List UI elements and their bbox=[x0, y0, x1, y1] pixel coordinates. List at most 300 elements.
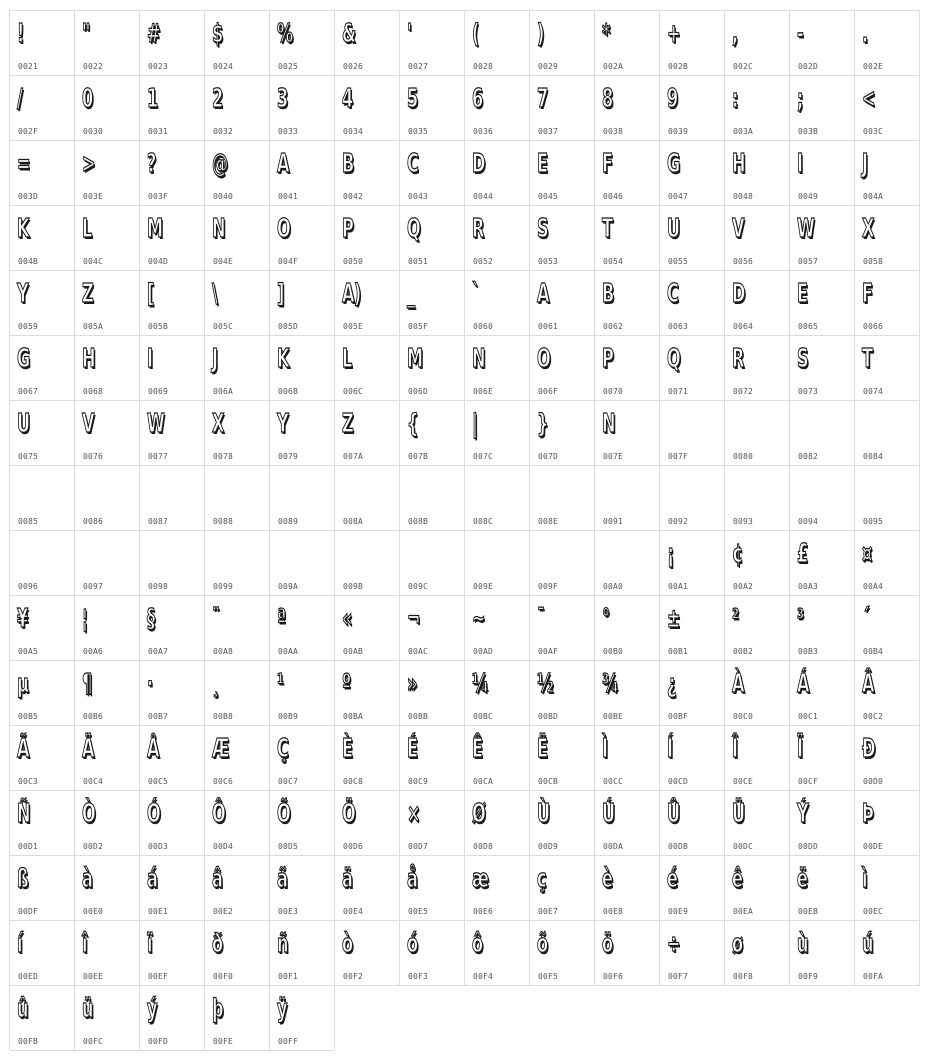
glyph-cell[interactable] bbox=[595, 206, 660, 271]
glyph-cell[interactable] bbox=[855, 726, 920, 791]
glyph-cell[interactable] bbox=[75, 661, 140, 726]
glyph-cell[interactable] bbox=[595, 921, 660, 986]
glyph-preview: K bbox=[277, 344, 289, 374]
glyph-cell[interactable] bbox=[400, 791, 465, 856]
glyph-cell[interactable] bbox=[10, 661, 75, 726]
glyph-cell[interactable] bbox=[855, 791, 920, 856]
glyph-cell[interactable] bbox=[270, 466, 335, 531]
codepoint-label: 00FC bbox=[83, 1037, 104, 1046]
glyph-cell[interactable] bbox=[335, 401, 400, 466]
glyph-cell[interactable] bbox=[205, 791, 270, 856]
glyph-cell[interactable] bbox=[205, 141, 270, 206]
glyph-preview: ` bbox=[472, 279, 480, 309]
glyph-cell[interactable] bbox=[725, 11, 790, 76]
glyph-cell[interactable] bbox=[790, 726, 855, 791]
glyph-cell[interactable] bbox=[10, 466, 75, 531]
glyph-cell[interactable] bbox=[725, 76, 790, 141]
glyph-cell[interactable] bbox=[660, 11, 725, 76]
codepoint-label: 00FA bbox=[863, 972, 884, 981]
glyph-cell[interactable] bbox=[205, 11, 270, 76]
glyph-preview: ¢ bbox=[732, 539, 743, 569]
glyph-cell[interactable] bbox=[660, 466, 725, 531]
glyph-cell[interactable] bbox=[75, 856, 140, 921]
glyph-cell[interactable] bbox=[270, 531, 335, 596]
glyph-preview: O bbox=[537, 344, 551, 374]
glyph-cell[interactable] bbox=[335, 271, 400, 336]
glyph-cell[interactable] bbox=[595, 76, 660, 141]
glyph-preview: Ì bbox=[602, 734, 608, 764]
glyph-cell[interactable] bbox=[270, 401, 335, 466]
codepoint-label: 005D bbox=[278, 322, 299, 331]
glyph-cell[interactable] bbox=[530, 206, 595, 271]
glyph-cell[interactable] bbox=[465, 856, 530, 921]
glyph-cell[interactable] bbox=[595, 466, 660, 531]
glyph-cell[interactable] bbox=[270, 141, 335, 206]
codepoint-label: 00DA bbox=[603, 842, 624, 851]
glyph-cell[interactable] bbox=[335, 11, 400, 76]
glyph-cell[interactable] bbox=[140, 921, 205, 986]
glyph-cell[interactable] bbox=[400, 726, 465, 791]
glyph-cell[interactable] bbox=[725, 401, 790, 466]
glyph-cell[interactable] bbox=[855, 466, 920, 531]
codepoint-label: 002D bbox=[798, 62, 819, 71]
glyph-cell[interactable] bbox=[335, 76, 400, 141]
glyph-preview: æ bbox=[472, 864, 489, 894]
glyph-preview: ¼ bbox=[472, 669, 489, 699]
glyph-cell[interactable] bbox=[10, 921, 75, 986]
glyph-cell[interactable] bbox=[205, 726, 270, 791]
codepoint-label: 00F5 bbox=[538, 972, 559, 981]
glyph-cell[interactable] bbox=[140, 661, 205, 726]
glyph-cell[interactable] bbox=[530, 661, 595, 726]
glyph-cell[interactable] bbox=[660, 661, 725, 726]
glyph-cell[interactable] bbox=[855, 76, 920, 141]
glyph-cell[interactable] bbox=[400, 401, 465, 466]
glyph-preview: ° bbox=[602, 604, 610, 634]
glyph-cell[interactable] bbox=[335, 856, 400, 921]
glyph-cell[interactable] bbox=[205, 271, 270, 336]
glyph-cell[interactable] bbox=[465, 531, 530, 596]
glyph-cell[interactable] bbox=[790, 206, 855, 271]
glyph-cell[interactable] bbox=[10, 531, 75, 596]
glyph-cell[interactable] bbox=[335, 466, 400, 531]
codepoint-label: 00F3 bbox=[408, 972, 429, 981]
glyph-cell[interactable] bbox=[10, 206, 75, 271]
glyph-cell[interactable] bbox=[530, 401, 595, 466]
glyph-cell[interactable] bbox=[465, 791, 530, 856]
codepoint-label: 0033 bbox=[278, 127, 299, 136]
glyph-cell[interactable] bbox=[595, 336, 660, 401]
glyph-cell[interactable] bbox=[400, 466, 465, 531]
codepoint-label: 0047 bbox=[668, 192, 689, 201]
glyph-preview: } bbox=[537, 409, 548, 439]
glyph-cell[interactable] bbox=[75, 466, 140, 531]
glyph-cell[interactable] bbox=[400, 596, 465, 661]
glyph-cell[interactable] bbox=[75, 986, 140, 1051]
glyph-cell[interactable] bbox=[530, 921, 595, 986]
glyph-cell[interactable] bbox=[725, 791, 790, 856]
glyph-cell[interactable] bbox=[10, 726, 75, 791]
glyph-preview: ) bbox=[537, 19, 544, 49]
glyph-cell[interactable] bbox=[205, 466, 270, 531]
codepoint-label: 00CF bbox=[798, 777, 819, 786]
glyph-cell[interactable] bbox=[10, 856, 75, 921]
glyph-cell[interactable] bbox=[400, 921, 465, 986]
glyph-cell[interactable] bbox=[595, 661, 660, 726]
codepoint-label: 00AD bbox=[473, 647, 494, 656]
codepoint-label: 00C1 bbox=[798, 712, 819, 721]
glyph-cell[interactable] bbox=[790, 466, 855, 531]
glyph-cell[interactable] bbox=[335, 336, 400, 401]
glyph-cell[interactable] bbox=[530, 141, 595, 206]
glyph-cell[interactable] bbox=[595, 401, 660, 466]
codepoint-label: 00E0 bbox=[83, 907, 104, 916]
glyph-preview: ë bbox=[797, 864, 808, 894]
glyph-cell[interactable] bbox=[75, 11, 140, 76]
glyph-cell[interactable] bbox=[790, 921, 855, 986]
glyph-preview: O bbox=[277, 214, 291, 244]
codepoint-label: 008B bbox=[408, 517, 429, 526]
glyph-preview: # bbox=[147, 19, 160, 49]
glyph-cell[interactable] bbox=[660, 856, 725, 921]
glyph-cell[interactable] bbox=[75, 791, 140, 856]
codepoint-label: 00E1 bbox=[148, 907, 169, 916]
glyph-cell[interactable] bbox=[75, 141, 140, 206]
glyph-preview: 8 bbox=[602, 84, 613, 114]
glyph-cell[interactable] bbox=[270, 986, 335, 1051]
glyph-cell[interactable] bbox=[10, 271, 75, 336]
glyph-cell[interactable] bbox=[790, 11, 855, 76]
glyph-cell[interactable] bbox=[855, 856, 920, 921]
glyph-preview: @ bbox=[212, 149, 228, 179]
codepoint-label: 00C5 bbox=[148, 777, 169, 786]
codepoint-label: 00F4 bbox=[473, 972, 494, 981]
glyph-cell[interactable] bbox=[465, 596, 530, 661]
glyph-cell[interactable] bbox=[855, 271, 920, 336]
glyph-cell[interactable] bbox=[75, 531, 140, 596]
glyph-cell[interactable] bbox=[75, 76, 140, 141]
glyph-cell[interactable] bbox=[660, 271, 725, 336]
codepoint-label: 0063 bbox=[668, 322, 689, 331]
glyph-cell[interactable] bbox=[75, 401, 140, 466]
glyph-cell[interactable] bbox=[75, 271, 140, 336]
glyph-cell[interactable] bbox=[270, 921, 335, 986]
glyph-preview: ù bbox=[797, 929, 808, 959]
glyph-cell[interactable] bbox=[465, 206, 530, 271]
codepoint-label: 00CB bbox=[538, 777, 559, 786]
glyph-cell[interactable] bbox=[75, 726, 140, 791]
codepoint-label: 006C bbox=[343, 387, 364, 396]
glyph-cell[interactable] bbox=[595, 791, 660, 856]
glyph-cell[interactable] bbox=[725, 856, 790, 921]
glyph-cell[interactable] bbox=[400, 206, 465, 271]
glyph-cell[interactable] bbox=[335, 206, 400, 271]
glyph-cell[interactable] bbox=[725, 531, 790, 596]
codepoint-label: 0087 bbox=[148, 517, 169, 526]
codepoint-label: 0086 bbox=[83, 517, 104, 526]
glyph-cell[interactable] bbox=[205, 661, 270, 726]
glyph-preview: U bbox=[667, 214, 680, 244]
glyph-preview: Ã bbox=[17, 734, 29, 764]
glyph-cell[interactable] bbox=[140, 596, 205, 661]
glyph-preview: ê bbox=[732, 864, 743, 894]
glyph-cell[interactable] bbox=[465, 466, 530, 531]
glyph-cell[interactable] bbox=[400, 271, 465, 336]
glyph-cell[interactable] bbox=[140, 726, 205, 791]
glyph-cell[interactable] bbox=[660, 791, 725, 856]
glyph-cell[interactable] bbox=[530, 596, 595, 661]
glyph-preview: Ý bbox=[797, 799, 809, 829]
glyph-cell[interactable] bbox=[140, 401, 205, 466]
glyph-cell[interactable] bbox=[270, 271, 335, 336]
glyph-cell[interactable] bbox=[400, 141, 465, 206]
glyph-cell[interactable] bbox=[855, 336, 920, 401]
glyph-cell[interactable] bbox=[530, 531, 595, 596]
glyph-cell[interactable] bbox=[10, 141, 75, 206]
glyph-cell[interactable] bbox=[10, 336, 75, 401]
glyph-cell[interactable] bbox=[205, 336, 270, 401]
glyph-cell[interactable] bbox=[400, 11, 465, 76]
glyph-cell[interactable] bbox=[335, 141, 400, 206]
glyph-cell[interactable] bbox=[725, 141, 790, 206]
glyph-cell[interactable] bbox=[790, 336, 855, 401]
glyph-cell[interactable] bbox=[660, 336, 725, 401]
codepoint-label: 0093 bbox=[733, 517, 754, 526]
glyph-cell[interactable] bbox=[725, 271, 790, 336]
glyph-cell[interactable] bbox=[465, 921, 530, 986]
glyph-preview: X bbox=[212, 409, 224, 439]
glyph-cell[interactable] bbox=[660, 76, 725, 141]
glyph-cell[interactable] bbox=[725, 921, 790, 986]
glyph-cell[interactable] bbox=[530, 336, 595, 401]
glyph-cell[interactable] bbox=[270, 11, 335, 76]
glyph-cell[interactable] bbox=[400, 856, 465, 921]
glyph-cell[interactable] bbox=[790, 791, 855, 856]
glyph-cell[interactable] bbox=[75, 206, 140, 271]
glyph-preview: H bbox=[82, 344, 95, 374]
glyph-cell[interactable] bbox=[855, 401, 920, 466]
glyph-cell[interactable] bbox=[530, 271, 595, 336]
glyph-cell[interactable] bbox=[595, 856, 660, 921]
glyph-cell[interactable] bbox=[465, 76, 530, 141]
codepoint-label: 0070 bbox=[603, 387, 624, 396]
codepoint-label: 0072 bbox=[733, 387, 754, 396]
glyph-cell[interactable] bbox=[530, 856, 595, 921]
glyph-cell[interactable] bbox=[465, 401, 530, 466]
glyph-cell[interactable] bbox=[205, 76, 270, 141]
glyph-cell[interactable] bbox=[205, 401, 270, 466]
glyph-cell[interactable] bbox=[205, 531, 270, 596]
glyph-cell[interactable] bbox=[855, 531, 920, 596]
codepoint-label: 003A bbox=[733, 127, 754, 136]
glyph-preview: Y bbox=[277, 409, 289, 439]
glyph-cell[interactable] bbox=[400, 661, 465, 726]
glyph-cell[interactable] bbox=[660, 206, 725, 271]
glyph-cell[interactable] bbox=[335, 596, 400, 661]
codepoint-label: 00A8 bbox=[213, 647, 234, 656]
glyph-cell[interactable] bbox=[660, 596, 725, 661]
glyph-cell[interactable] bbox=[660, 921, 725, 986]
glyph-cell[interactable] bbox=[140, 531, 205, 596]
glyph-cell[interactable] bbox=[270, 791, 335, 856]
glyph-cell[interactable] bbox=[465, 271, 530, 336]
glyph-cell[interactable] bbox=[400, 531, 465, 596]
glyph-preview: ! bbox=[17, 19, 24, 49]
glyph-cell[interactable] bbox=[140, 986, 205, 1051]
glyph-cell[interactable] bbox=[660, 401, 725, 466]
glyph-preview: > bbox=[82, 149, 95, 179]
codepoint-label: 0051 bbox=[408, 257, 429, 266]
glyph-cell[interactable] bbox=[335, 661, 400, 726]
glyph-cell[interactable] bbox=[465, 336, 530, 401]
glyph-cell[interactable] bbox=[270, 661, 335, 726]
glyph-preview: X bbox=[862, 214, 874, 244]
codepoint-label: 00F9 bbox=[798, 972, 819, 981]
glyph-cell[interactable] bbox=[725, 726, 790, 791]
glyph-cell[interactable] bbox=[400, 336, 465, 401]
glyph-preview: µ bbox=[17, 669, 29, 699]
glyph-cell[interactable] bbox=[465, 141, 530, 206]
glyph-preview: ó bbox=[407, 929, 418, 959]
glyph-cell[interactable] bbox=[790, 856, 855, 921]
glyph-cell[interactable] bbox=[855, 596, 920, 661]
glyph-cell[interactable] bbox=[335, 531, 400, 596]
glyph-cell[interactable] bbox=[595, 531, 660, 596]
codepoint-label: 00B2 bbox=[733, 647, 754, 656]
glyph-cell[interactable] bbox=[790, 141, 855, 206]
glyph-cell[interactable] bbox=[855, 921, 920, 986]
glyph-cell[interactable] bbox=[205, 856, 270, 921]
glyph-preview: 6 bbox=[472, 84, 483, 114]
glyph-cell[interactable] bbox=[790, 596, 855, 661]
glyph-preview: : bbox=[732, 84, 738, 114]
glyph-cell[interactable] bbox=[530, 11, 595, 76]
glyph-cell[interactable] bbox=[335, 921, 400, 986]
glyph-cell[interactable] bbox=[140, 791, 205, 856]
glyph-cell[interactable] bbox=[335, 726, 400, 791]
glyph-cell[interactable] bbox=[530, 726, 595, 791]
glyph-cell[interactable] bbox=[270, 596, 335, 661]
glyph-cell[interactable] bbox=[465, 11, 530, 76]
glyph-cell[interactable] bbox=[10, 76, 75, 141]
glyph-cell[interactable] bbox=[140, 271, 205, 336]
glyph-cell[interactable] bbox=[140, 336, 205, 401]
glyph-cell[interactable] bbox=[270, 336, 335, 401]
glyph-cell[interactable] bbox=[725, 466, 790, 531]
codepoint-label: 00D2 bbox=[83, 842, 104, 851]
glyph-cell[interactable] bbox=[855, 661, 920, 726]
glyph-cell[interactable] bbox=[790, 531, 855, 596]
glyph-cell[interactable] bbox=[660, 531, 725, 596]
codepoint-label: 007F bbox=[668, 452, 689, 461]
glyph-preview: ³ bbox=[797, 604, 804, 634]
glyph-cell[interactable] bbox=[855, 206, 920, 271]
glyph-cell[interactable] bbox=[530, 791, 595, 856]
glyph-cell[interactable] bbox=[140, 466, 205, 531]
glyph-preview: ñ bbox=[277, 929, 288, 959]
glyph-cell[interactable] bbox=[530, 76, 595, 141]
glyph-cell[interactable] bbox=[10, 11, 75, 76]
glyph-cell[interactable] bbox=[140, 76, 205, 141]
glyph-cell[interactable] bbox=[595, 141, 660, 206]
codepoint-label: 0021 bbox=[18, 62, 39, 71]
glyph-cell[interactable] bbox=[270, 206, 335, 271]
glyph-cell[interactable] bbox=[790, 401, 855, 466]
glyph-preview: ä bbox=[342, 864, 353, 894]
glyph-cell[interactable] bbox=[75, 921, 140, 986]
glyph-cell[interactable] bbox=[140, 206, 205, 271]
glyph-cell[interactable] bbox=[270, 856, 335, 921]
glyph-cell[interactable] bbox=[465, 661, 530, 726]
glyph-cell[interactable] bbox=[595, 726, 660, 791]
glyph-cell[interactable] bbox=[140, 11, 205, 76]
codepoint-label: 007E bbox=[603, 452, 624, 461]
glyph-cell[interactable] bbox=[595, 271, 660, 336]
glyph-cell[interactable] bbox=[205, 206, 270, 271]
glyph-cell[interactable] bbox=[595, 11, 660, 76]
glyph-cell[interactable] bbox=[660, 726, 725, 791]
codepoint-label: 00B1 bbox=[668, 647, 689, 656]
glyph-cell[interactable] bbox=[530, 466, 595, 531]
glyph-cell[interactable] bbox=[205, 921, 270, 986]
glyph-cell[interactable] bbox=[790, 271, 855, 336]
codepoint-label: 00A6 bbox=[83, 647, 104, 656]
glyph-cell[interactable] bbox=[270, 76, 335, 141]
glyph-cell[interactable] bbox=[790, 661, 855, 726]
codepoint-label: 005A bbox=[83, 322, 104, 331]
glyph-preview: 1 bbox=[147, 84, 158, 114]
glyph-preview: Ò bbox=[82, 799, 96, 829]
glyph-cell[interactable] bbox=[205, 986, 270, 1051]
glyph-cell[interactable] bbox=[270, 726, 335, 791]
glyph-cell[interactable] bbox=[10, 791, 75, 856]
glyph-cell[interactable] bbox=[725, 336, 790, 401]
glyph-cell[interactable] bbox=[725, 661, 790, 726]
glyph-preview: H bbox=[732, 149, 745, 179]
glyph-preview: Z bbox=[342, 409, 354, 439]
codepoint-label: 0054 bbox=[603, 257, 624, 266]
glyph-cell[interactable] bbox=[335, 791, 400, 856]
glyph-preview: ª bbox=[277, 604, 286, 634]
glyph-cell[interactable] bbox=[855, 141, 920, 206]
glyph-cell[interactable] bbox=[595, 596, 660, 661]
glyph-cell[interactable] bbox=[140, 141, 205, 206]
codepoint-label: 00ED bbox=[18, 972, 39, 981]
glyph-cell[interactable] bbox=[10, 596, 75, 661]
glyph-cell[interactable] bbox=[10, 986, 75, 1051]
glyph-cell[interactable] bbox=[140, 856, 205, 921]
glyph-cell[interactable] bbox=[10, 401, 75, 466]
glyph-cell[interactable] bbox=[400, 76, 465, 141]
glyph-cell[interactable] bbox=[725, 596, 790, 661]
glyph-cell[interactable] bbox=[465, 726, 530, 791]
codepoint-label: 009B bbox=[343, 582, 364, 591]
glyph-cell[interactable] bbox=[75, 596, 140, 661]
glyph-cell[interactable] bbox=[855, 11, 920, 76]
glyph-cell[interactable] bbox=[75, 336, 140, 401]
glyph-cell[interactable] bbox=[725, 206, 790, 271]
codepoint-label: 007C bbox=[473, 452, 494, 461]
glyph-preview: % bbox=[277, 19, 293, 49]
glyph-cell[interactable] bbox=[790, 76, 855, 141]
glyph-cell[interactable] bbox=[660, 141, 725, 206]
codepoint-label: 006F bbox=[538, 387, 559, 396]
glyph-cell[interactable] bbox=[205, 596, 270, 661]
codepoint-label: 00F1 bbox=[278, 972, 299, 981]
glyph-preview: Â bbox=[862, 669, 874, 699]
codepoint-label: 0038 bbox=[603, 127, 624, 136]
codepoint-label: 00BF bbox=[668, 712, 689, 721]
